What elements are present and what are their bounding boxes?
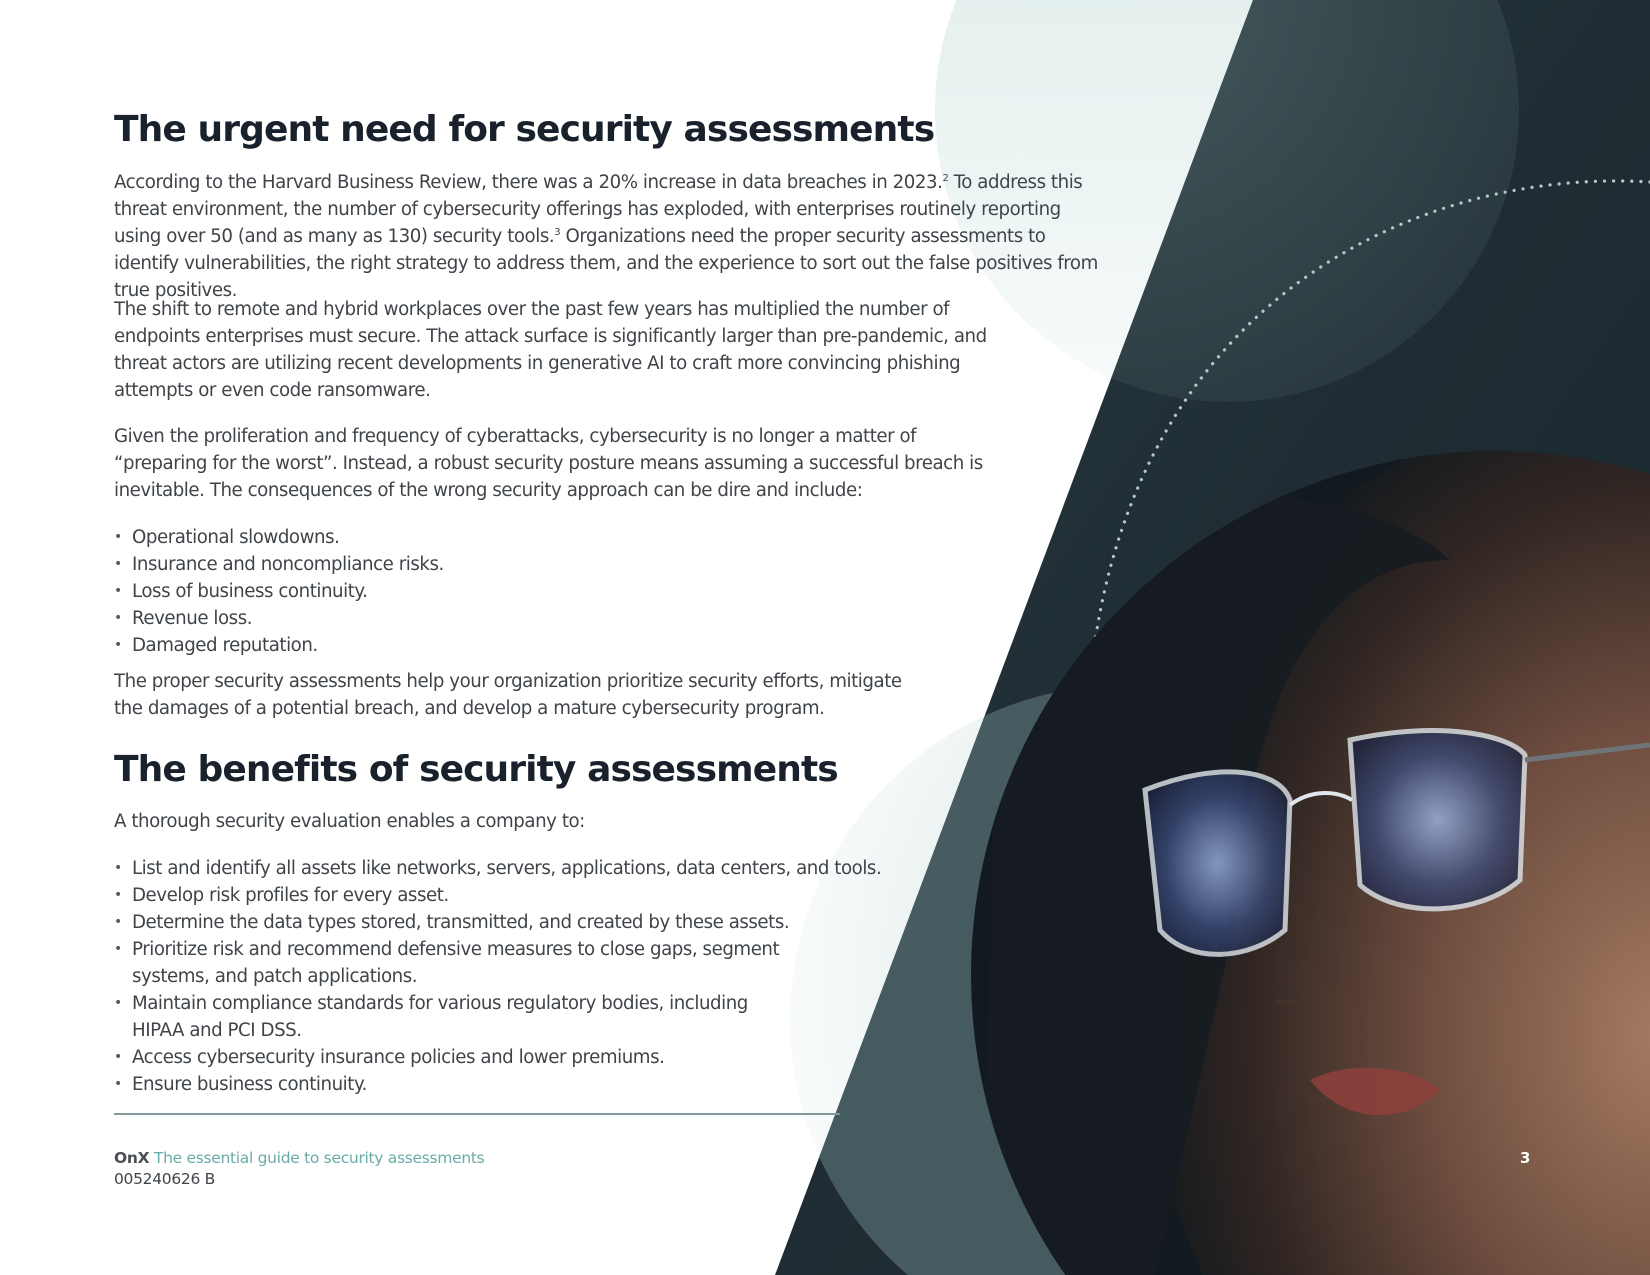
paragraph-harvard [114,169,1099,304]
paragraph-harvard-part3: Organizations need the proper security assessments to identify vulnerabilities, the right strategy to address them, and the experience to sort out the false positives from true positives. [114,226,1098,301]
paragraph-remote-work: The shift to remote and hybrid workplaces over the past few years has multiplied the number of endpoints enterprises must secure. The attack surface is significantly larger than pre-pandemic, and threat actors are utilizing recent developments in generative AI to craft more convincing phishing attempts or even code ransomware. [114,299,987,401]
brand-name: OnX [114,1149,150,1167]
footer [114,1148,484,1190]
section-heading-urgent-need: The urgent need for security assessments [114,109,935,150]
consequences-list [114,524,814,659]
paragraph-harvard-part1: According to the Harvard Business Review, there was a 20% increase in data breaches in 2023. [114,172,943,193]
list-item: • Develop risk profiles for every asset. [114,882,830,909]
section-heading-benefits: The benefits of security assessments [114,749,838,790]
paragraph-proper-assessments: The proper security assessments help your organization prioritize security efforts, mitigate the damages of a potential breach, and develop a mature cybersecurity program. [114,671,902,719]
footnote-ref-2: 2 [942,173,949,184]
paragraph-proliferation: Given the proliferation and frequency of cyberattacks, cybersecurity is no longer a matter of “preparing for the worst”. Instead, a robust security posture means assuming a successful breach is inevitable. The consequences of the wrong security approach can be dire and include: [114,426,983,501]
footer-title-line [114,1148,484,1169]
benefits-list [114,855,882,1098]
guide-title: The essential guide to security assessments [153,1149,485,1167]
list-item: • Insurance and noncompliance risks. [114,551,814,578]
list-item: • Ensure business continuity. [114,1071,830,1098]
list-item: • Damaged reputation. [114,632,814,659]
list-item: • Access cybersecurity insurance policies and lower premiums. [114,1044,830,1071]
page-number: 3 [1520,1149,1531,1167]
list-item: • Maintain compliance standards for various regulatory bodies, including HIPAA and PCI DSS. [114,990,772,1044]
list-item: • Loss of business continuity. [114,578,814,605]
list-item: • Prioritize risk and recommend defensive measures to close gaps, segment systems, and patch applications. [114,936,830,990]
paragraph-benefits-intro: A thorough security evaluation enables a company to: [114,811,585,832]
paragraph-harvard-part2: To address this threat environment, the number of cybersecurity offerings has exploded, with enterprises routinely reporting using over 50 (and as many as 130) security tools. [114,172,1083,247]
list-item: • Revenue loss. [114,605,814,632]
footnote-ref-3: 3 [554,227,561,238]
list-item: • Operational slowdowns. [114,524,814,551]
footer-divider [114,1113,840,1115]
list-item: • Determine the data types stored, transmitted, and created by these assets. [114,909,830,936]
document-number: 005240626 B [114,1170,216,1188]
list-item: • List and identify all assets like networks, servers, applications, data centers, and tools. [114,855,892,882]
